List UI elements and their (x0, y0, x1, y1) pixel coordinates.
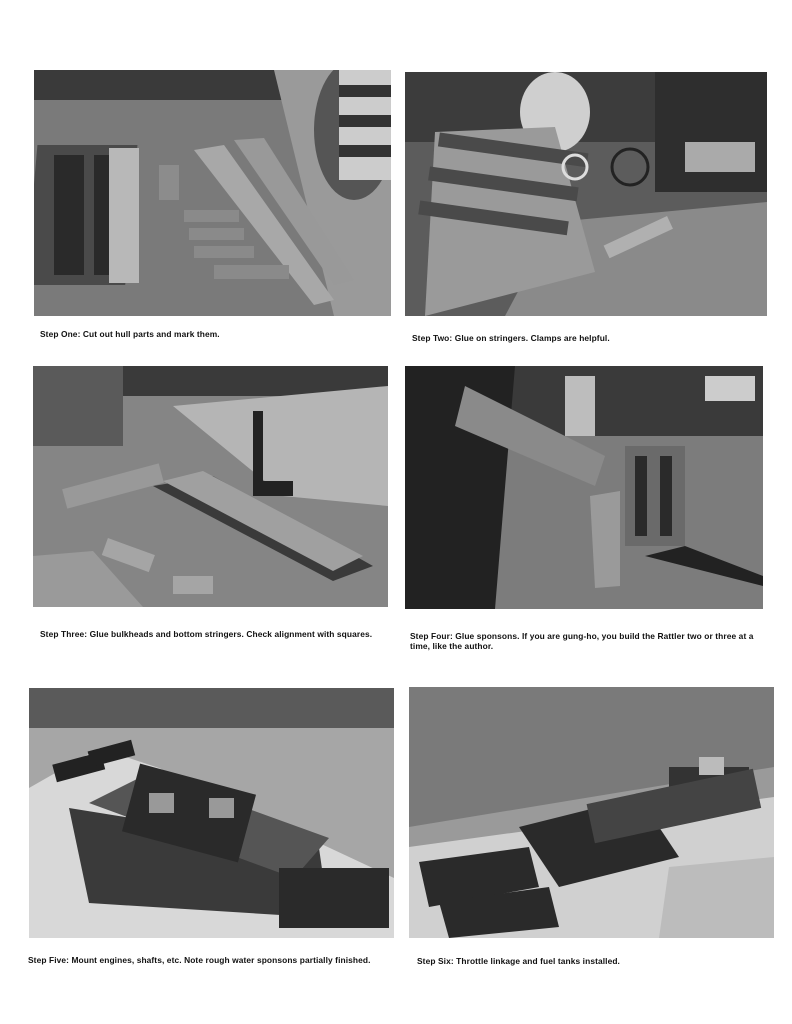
photo-step-three (33, 366, 388, 607)
photo-step-two (405, 72, 767, 316)
photo-step-four (405, 366, 763, 609)
caption-step-six: Step Six: Throttle linkage and fuel tanks installed. (417, 956, 620, 966)
caption-step-one: Step One: Cut out hull parts and mark them. (40, 329, 220, 339)
caption-step-four: Step Four: Glue sponsons. If you are gung-ho, you build the Rattler two or three at a time, like the author. (410, 631, 754, 651)
photo-step-one (34, 70, 391, 316)
caption-step-five: Step Five: Mount engines, shafts, etc. Note rough water sponsons partially finished. (28, 955, 371, 965)
photo-step-six (409, 687, 774, 938)
caption-step-two: Step Two: Glue on stringers. Clamps are helpful. (412, 333, 610, 343)
caption-step-three: Step Three: Glue bulkheads and bottom stringers. Check alignment with squares. (40, 629, 373, 639)
photo-step-five (29, 688, 394, 938)
